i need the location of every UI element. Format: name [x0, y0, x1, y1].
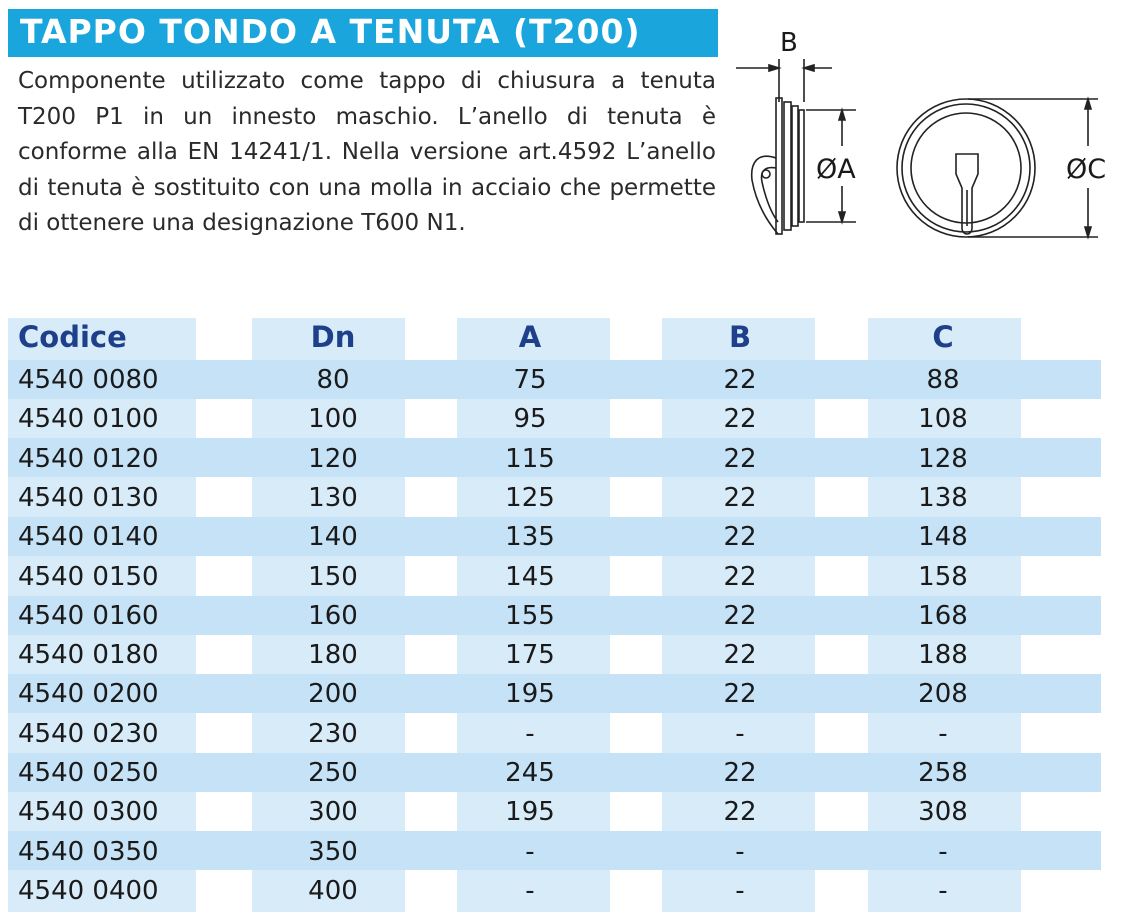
cell-codice: 4540 0250 [18, 758, 159, 788]
cell-b: 22 [723, 561, 757, 592]
header-codice: Codice [18, 320, 127, 354]
cell-codice: 4540 0150 [18, 561, 159, 592]
cell-b: 22 [723, 365, 757, 395]
cell-dn: 300 [308, 797, 358, 828]
cell-b: - [735, 836, 745, 867]
cell-a: - [525, 875, 535, 906]
cell-dn: 180 [308, 640, 358, 671]
cell-codice: 4540 0140 [18, 522, 159, 553]
title-bar [8, 9, 718, 57]
cell-c: 168 [918, 600, 968, 631]
cell-a: - [525, 718, 535, 749]
cell-dn: 200 [308, 679, 358, 710]
cell-codice: 4540 0350 [18, 836, 159, 867]
header-a: A [518, 320, 542, 354]
cell-a: 125 [505, 482, 555, 513]
cell-c: 108 [918, 404, 968, 435]
cell-dn: 350 [308, 836, 358, 867]
description: Componente utilizzato come tappo di chiusura a tenuta T200 P1 in un innesto maschio. L’anello di tenuta è conforme alla EN 14241/1. Nella versione art.4592 L’anello di tenuta è sostituito con una molla in acciaio che permette di ottenere una designazione T600 N1. [18, 68, 716, 236]
cell-codice: 4540 0300 [18, 797, 159, 828]
cell-c: 308 [918, 797, 968, 828]
cell-a: 75 [513, 365, 547, 395]
cell-dn: 80 [316, 365, 350, 395]
cell-dn: 400 [308, 875, 358, 906]
cap-diagram [736, 22, 1116, 252]
cell-codice: 4540 0100 [18, 404, 159, 435]
cell-b: 22 [723, 443, 757, 474]
cell-c: - [938, 836, 948, 867]
cell-c: 188 [918, 640, 968, 671]
cell-codice: 4540 0230 [18, 718, 159, 749]
cell-c: 208 [918, 679, 968, 710]
header-b: B [728, 320, 752, 354]
cell-b: - [735, 718, 745, 749]
cell-b: - [735, 875, 745, 906]
cell-a: 135 [505, 522, 555, 553]
cell-dn: 250 [308, 758, 358, 788]
cell-c: 148 [918, 522, 968, 553]
cell-dn: 100 [308, 404, 358, 435]
cell-dn: 160 [308, 600, 358, 631]
cell-b: 22 [723, 797, 757, 828]
cell-a: 195 [505, 797, 555, 828]
cell-codice: 4540 0130 [18, 482, 159, 513]
cell-codice: 4540 0200 [18, 679, 159, 710]
cell-c: 128 [918, 443, 968, 474]
cell-c: - [938, 718, 948, 749]
cell-codice: 4540 0080 [18, 365, 159, 395]
cell-c: 158 [918, 561, 968, 592]
cell-b: 22 [723, 600, 757, 631]
dim-b-label: B [780, 28, 798, 58]
cell-b: 22 [723, 758, 757, 788]
cell-dn: 230 [308, 718, 358, 749]
cell-a: 115 [505, 443, 555, 474]
cell-c: 258 [918, 758, 968, 788]
cell-a: 155 [505, 600, 555, 631]
dim-c-label: ØC [1066, 154, 1107, 185]
header-c: C [932, 320, 954, 354]
page-title: TAPPO TONDO A TENUTA (T200) [20, 12, 641, 51]
cell-a: 175 [505, 640, 555, 671]
cell-c: 138 [918, 482, 968, 513]
cell-c: - [938, 875, 948, 906]
cell-codice: 4540 0120 [18, 443, 159, 474]
cell-dn: 120 [308, 443, 358, 474]
cell-a: 195 [505, 679, 555, 710]
cell-b: 22 [723, 640, 757, 671]
cell-b: 22 [723, 482, 757, 513]
cell-a: 145 [505, 561, 555, 592]
cell-a: - [525, 836, 535, 867]
cell-b: 22 [723, 522, 757, 553]
cell-b: 22 [723, 404, 757, 435]
cell-codice: 4540 0180 [18, 640, 159, 671]
cell-b: 22 [723, 679, 757, 710]
cell-codice: 4540 0160 [18, 600, 159, 631]
dim-a-label: ØA [816, 154, 856, 185]
cell-codice: 4540 0400 [18, 875, 159, 906]
header-dn: Dn [310, 320, 356, 354]
cell-c: 88 [926, 365, 960, 395]
cell-dn: 130 [308, 482, 358, 513]
cell-a: 95 [513, 404, 547, 435]
cell-dn: 150 [308, 561, 358, 592]
cell-a: 245 [505, 758, 555, 788]
cell-dn: 140 [308, 522, 358, 553]
